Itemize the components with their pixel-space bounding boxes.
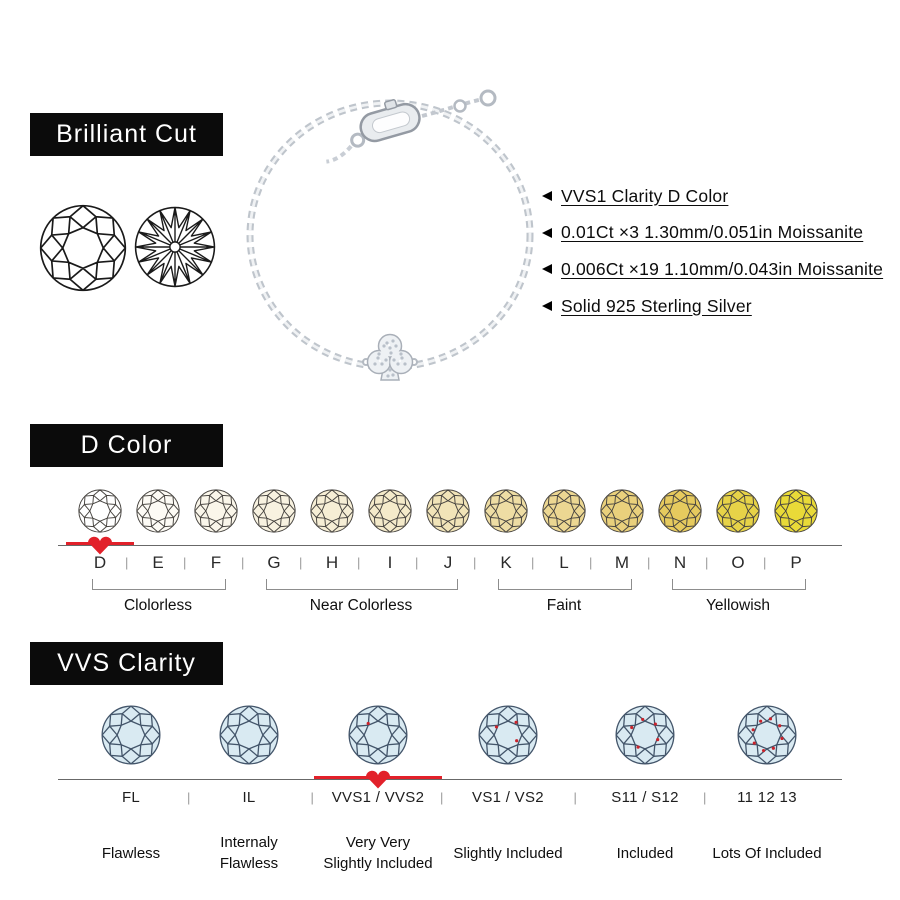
color-grade-letter: J bbox=[443, 553, 453, 572]
clarity-grade-stone bbox=[478, 705, 538, 765]
diamond-stone-icon bbox=[658, 489, 702, 533]
spec-text: Solid 925 Sterling Silver bbox=[561, 295, 752, 316]
code-separator: | bbox=[440, 790, 444, 805]
clarity-description-line: Slightly Included bbox=[323, 855, 433, 872]
letter-separator: | bbox=[183, 555, 187, 570]
color-grade-stone bbox=[542, 489, 586, 533]
color-grade-stone bbox=[658, 489, 702, 533]
diamond-stone-icon bbox=[136, 489, 180, 533]
diamond-stone-icon bbox=[219, 705, 279, 765]
letter-separator: | bbox=[357, 555, 361, 570]
letter-separator: | bbox=[763, 555, 767, 570]
clarity-grade-code: VVS1 / VVS2 bbox=[331, 789, 425, 806]
clarity-description-line: Internaly bbox=[220, 834, 278, 852]
clarity-grade-code: FL bbox=[121, 789, 141, 806]
color-scale-line bbox=[58, 545, 842, 546]
diamond-stone-icon bbox=[368, 489, 412, 533]
diamond-stone-icon bbox=[348, 705, 408, 765]
color-grade-letter: L bbox=[559, 553, 569, 572]
lobster-clasp bbox=[315, 94, 424, 162]
d-color-title: D Color bbox=[80, 431, 173, 459]
brilliant-cut-facet-star-diagram-icon bbox=[134, 206, 216, 288]
diamond-stone-icon bbox=[716, 489, 760, 533]
diamond-stone-icon bbox=[478, 705, 538, 765]
color-grade-letter: O bbox=[731, 553, 745, 572]
section-title-brilliant-cut bbox=[30, 113, 223, 156]
letter-separator: | bbox=[589, 555, 593, 570]
letter-separator: | bbox=[125, 555, 129, 570]
spec-item bbox=[542, 215, 883, 252]
extender-end-ring bbox=[481, 91, 495, 105]
diamond-stone-icon bbox=[252, 489, 296, 533]
diamond-stone-icon bbox=[426, 489, 470, 533]
clarity-grade-code: S11 / S12 bbox=[611, 789, 679, 806]
diamond-stone-icon bbox=[194, 489, 238, 533]
color-grade-letter: N bbox=[673, 553, 687, 572]
color-grade-stone bbox=[78, 489, 122, 533]
clarity-grade-stone bbox=[348, 705, 408, 765]
spec-list bbox=[542, 178, 883, 324]
color-grade-stone bbox=[484, 489, 528, 533]
spec-text: 0.006Ct ×19 1.10mm/0.043in Moissanite bbox=[561, 258, 884, 279]
clarity-grade-stone bbox=[219, 705, 279, 765]
diamond-stone-icon bbox=[615, 705, 675, 765]
vvs-clarity-title: VVS Clarity bbox=[57, 649, 196, 677]
code-separator: | bbox=[187, 790, 191, 805]
color-grade-letter: K bbox=[500, 553, 512, 572]
spec-text: 0.01Ct ×3 1.30mm/0.051in Moissanite bbox=[561, 222, 864, 243]
color-group-label: Near Colorless bbox=[309, 597, 413, 614]
color-grade-letter: M bbox=[614, 553, 630, 572]
letter-separator: | bbox=[473, 555, 477, 570]
color-grade-letter: D bbox=[93, 553, 107, 572]
color-group-bracket bbox=[92, 579, 226, 590]
code-separator: | bbox=[703, 790, 707, 805]
clarity-grade-code: VS1 / VS2 bbox=[472, 789, 544, 806]
clarity-grade-stone bbox=[101, 705, 161, 765]
color-grade-letter: E bbox=[152, 553, 164, 572]
clarity-selected-heart bbox=[365, 770, 391, 789]
color-group-bracket bbox=[672, 579, 806, 590]
diamond-stone-icon bbox=[542, 489, 586, 533]
color-grade-stone bbox=[194, 489, 238, 533]
clarity-grade-stone bbox=[615, 705, 675, 765]
clarity-description-line: Flawless bbox=[219, 855, 279, 872]
clarity-scale-line bbox=[58, 779, 842, 780]
brilliant-cut-title: Brilliant Cut bbox=[56, 120, 197, 148]
letter-separator: | bbox=[299, 555, 303, 570]
clarity-description-line: Included bbox=[616, 844, 674, 862]
code-separator: | bbox=[310, 790, 314, 805]
spec-item bbox=[542, 251, 883, 288]
diamond-stone-icon bbox=[101, 705, 161, 765]
section-title-d-color bbox=[30, 424, 223, 467]
spec-item bbox=[542, 288, 883, 325]
letter-separator: | bbox=[647, 555, 651, 570]
color-grade-letter: H bbox=[325, 553, 339, 572]
diamond-stone-icon bbox=[600, 489, 644, 533]
color-group-label: Faint bbox=[546, 597, 582, 614]
left-triangle-bullet-icon bbox=[542, 264, 552, 274]
spec-item bbox=[542, 178, 883, 215]
left-triangle-bullet-icon bbox=[542, 228, 552, 238]
color-grade-stone bbox=[774, 489, 818, 533]
diamond-stone-icon bbox=[774, 489, 818, 533]
section-title-vvs-clarity bbox=[30, 642, 223, 685]
clarity-description-line: Flawless bbox=[101, 844, 161, 862]
color-grade-stone bbox=[252, 489, 296, 533]
letter-separator: | bbox=[705, 555, 709, 570]
clarity-grade-code: IL bbox=[242, 789, 256, 806]
diamond-stone-icon bbox=[310, 489, 354, 533]
brilliant-cut-top-view-diagram-icon bbox=[39, 204, 127, 292]
diamond-stone-icon bbox=[78, 489, 122, 533]
letter-separator: | bbox=[415, 555, 419, 570]
color-group-label: Yellowish bbox=[705, 597, 771, 614]
letter-separator: | bbox=[241, 555, 245, 570]
color-group-label: Clolorless bbox=[123, 597, 193, 614]
clarity-description-line: Slightly Included bbox=[453, 844, 563, 862]
clarity-grade-description bbox=[682, 831, 852, 877]
clarity-description-line: Very Very bbox=[345, 834, 411, 852]
color-grade-stone bbox=[600, 489, 644, 533]
extender-ring bbox=[455, 101, 466, 112]
bracelet-photo bbox=[240, 70, 550, 400]
diamond-stone-icon bbox=[484, 489, 528, 533]
club-charm bbox=[363, 335, 417, 381]
clarity-grade-code: 11 12 13 bbox=[737, 789, 797, 806]
code-separator: | bbox=[573, 790, 577, 805]
color-grade-stone bbox=[136, 489, 180, 533]
left-triangle-bullet-icon bbox=[542, 191, 552, 201]
spec-text: VVS1 Clarity D Color bbox=[561, 185, 729, 206]
color-grade-stone bbox=[310, 489, 354, 533]
color-grade-letter: I bbox=[387, 553, 393, 572]
left-triangle-bullet-icon bbox=[542, 301, 552, 311]
color-grade-letter: G bbox=[267, 553, 281, 572]
diamond-stone-icon bbox=[737, 705, 797, 765]
color-grade-letter: P bbox=[790, 553, 802, 572]
letter-separator: | bbox=[531, 555, 535, 570]
color-group-bracket bbox=[266, 579, 458, 590]
color-grade-stone bbox=[716, 489, 760, 533]
selected-marker-heart-icon bbox=[365, 770, 391, 789]
color-grade-stone bbox=[426, 489, 470, 533]
color-grade-stone bbox=[368, 489, 412, 533]
extender-chain bbox=[422, 99, 483, 116]
color-group-bracket bbox=[498, 579, 632, 590]
color-grade-letter: F bbox=[210, 553, 222, 572]
clarity-grade-stone bbox=[737, 705, 797, 765]
clarity-description-line: Lots Of Included bbox=[712, 844, 822, 862]
